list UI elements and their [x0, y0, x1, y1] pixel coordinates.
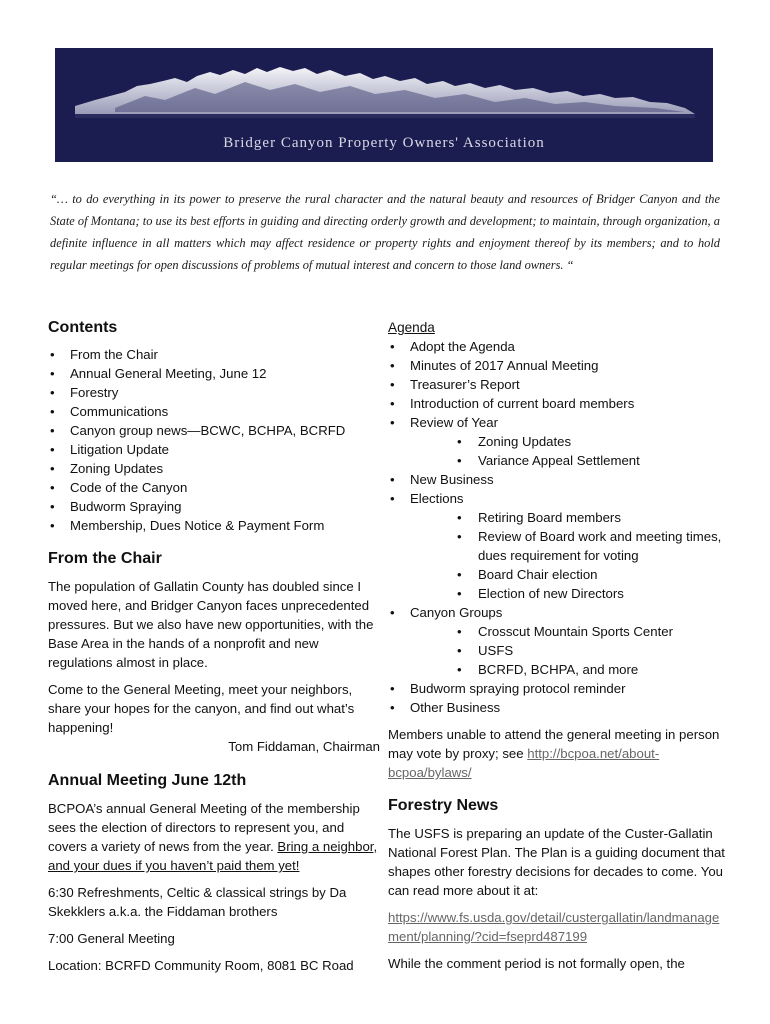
chair-signature: Tom Fiddaman, Chairman — [228, 739, 380, 754]
list-item: • Communications — [48, 402, 380, 421]
agenda-sublist — [410, 432, 728, 470]
agenda-item: • Budworm spraying protocol reminder — [388, 679, 728, 698]
agenda-item: • Adopt the Agenda — [388, 337, 728, 356]
agenda-heading: Agenda — [388, 320, 435, 335]
agenda-subitem: • BCRFD, BCHPA, and more — [455, 660, 728, 679]
meeting-text: BCPOA’s annual General Meeting of the membership sees the election of directors to represent you, and covers a variety of news from the year. — [48, 801, 360, 854]
list-item: • Canyon group news—BCWC, BCHPA, BCRFD — [48, 421, 380, 440]
chair-paragraph-1: The population of Gallatin County has doubled since I moved here, and Bridger Canyon faces unprecedented pressures. But we also have new opportunities, with the Base Area in the hands of a nonprofit and new regulations almost in place. — [48, 579, 374, 670]
contents-heading: Contents — [48, 319, 118, 336]
forestry-paragraph-2: While the comment period is not formally open, the — [388, 956, 685, 971]
list-item: • Budworm Spraying — [48, 497, 380, 516]
agenda-subitem: • Retiring Board members — [455, 508, 728, 527]
agenda-item: • Other Business — [388, 698, 728, 717]
agenda-item-label: Elections — [410, 491, 464, 506]
meeting-location: Location: BCRFD Community Room, 8081 BC Road — [48, 958, 354, 973]
list-item: • Forestry — [48, 383, 380, 402]
list-item: • From the Chair — [48, 345, 380, 364]
agenda-subitem: • Crosscut Mountain Sports Center — [455, 622, 728, 641]
right-column — [388, 318, 728, 973]
bylaws-link[interactable]: http://bcpoa.net/about-bcpoa/bylaws/ — [388, 746, 660, 780]
banner-title: Bridger Canyon Property Owners' Association — [223, 135, 545, 151]
agenda-subitem: • Variance Appeal Settlement — [455, 451, 728, 470]
meeting-refreshments: 6:30 Refreshments, Celtic & classical strings by Da Skekklers a.k.a. the Fiddaman brothers — [48, 885, 347, 919]
agenda-item-label: Review of Year — [410, 415, 498, 430]
list-item: • Zoning Updates — [48, 459, 380, 478]
agenda-item: • Treasurer’s Report — [388, 375, 728, 394]
agenda-item — [388, 603, 728, 679]
agenda-item — [388, 413, 728, 470]
agenda-item: • Minutes of 2017 Annual Meeting — [388, 356, 728, 375]
chair-heading: From the Chair — [48, 550, 162, 567]
agenda-subitem: • Review of Board work and meeting times, dues requirement for voting — [455, 527, 728, 565]
agenda-item: • Introduction of current board members — [388, 394, 728, 413]
list-item: • Litigation Update — [48, 440, 380, 459]
forestry-heading: Forestry News — [388, 797, 499, 814]
agenda-subitem: • Election of new Directors — [455, 584, 728, 603]
agenda-subitem: • USFS — [455, 641, 728, 660]
header-banner — [55, 48, 713, 162]
forestry-paragraph-1: The USFS is preparing an update of the Custer-Gallatin National Forest Plan. The Plan is a guiding document that shapes other forestry decisions for decades to come. You can read more about it at: — [388, 826, 725, 898]
meeting-paragraph-1 — [48, 799, 380, 875]
chair-paragraph-2: Come to the General Meeting, meet your neighbors, share your hopes for the canyon, and find out what’s happening! — [48, 682, 355, 735]
forest-plan-link[interactable]: https://www.fs.usda.gov/detail/custergallatin/landmanagement/planning/?cid=fseprd487199 — [388, 910, 720, 944]
contents-list — [48, 345, 380, 535]
agenda-subitem: • Board Chair election — [455, 565, 728, 584]
left-column — [48, 318, 380, 975]
list-item: • Annual General Meeting, June 12 — [48, 364, 380, 383]
mission-statement: “… to do everything in its power to preserve the rural character and the natural beauty and resources of Bridger Canyon and the State of Montana; to use its best efforts in guiding and directing orderly growth and development; to maintain, through organization, a definite influence in all matters which may affect residence or property rights and enjoyment thereof by its members; and to hold regular meetings for open discussions of problems of mutual interest and concern to those land owners. “ — [50, 192, 720, 272]
meeting-underlined-note: Bring a neighbor, and your dues if you haven’t paid them yet! — [48, 839, 378, 873]
agenda-item — [388, 489, 728, 603]
agenda-list — [388, 337, 728, 717]
agenda-sublist — [410, 508, 728, 603]
proxy-text: Members unable to attend the general meeting in person may vote by proxy; see — [388, 727, 720, 761]
proxy-note — [388, 725, 728, 782]
list-item: • Membership, Dues Notice & Payment Form — [48, 516, 380, 535]
agenda-subitem: • Zoning Updates — [455, 432, 728, 451]
list-item: • Code of the Canyon — [48, 478, 380, 497]
agenda-item-label: Canyon Groups — [410, 605, 503, 620]
meeting-heading: Annual Meeting June 12th — [48, 772, 247, 789]
agenda-item: • New Business — [388, 470, 728, 489]
meeting-time: 7:00 General Meeting — [48, 931, 175, 946]
agenda-sublist — [410, 622, 728, 679]
